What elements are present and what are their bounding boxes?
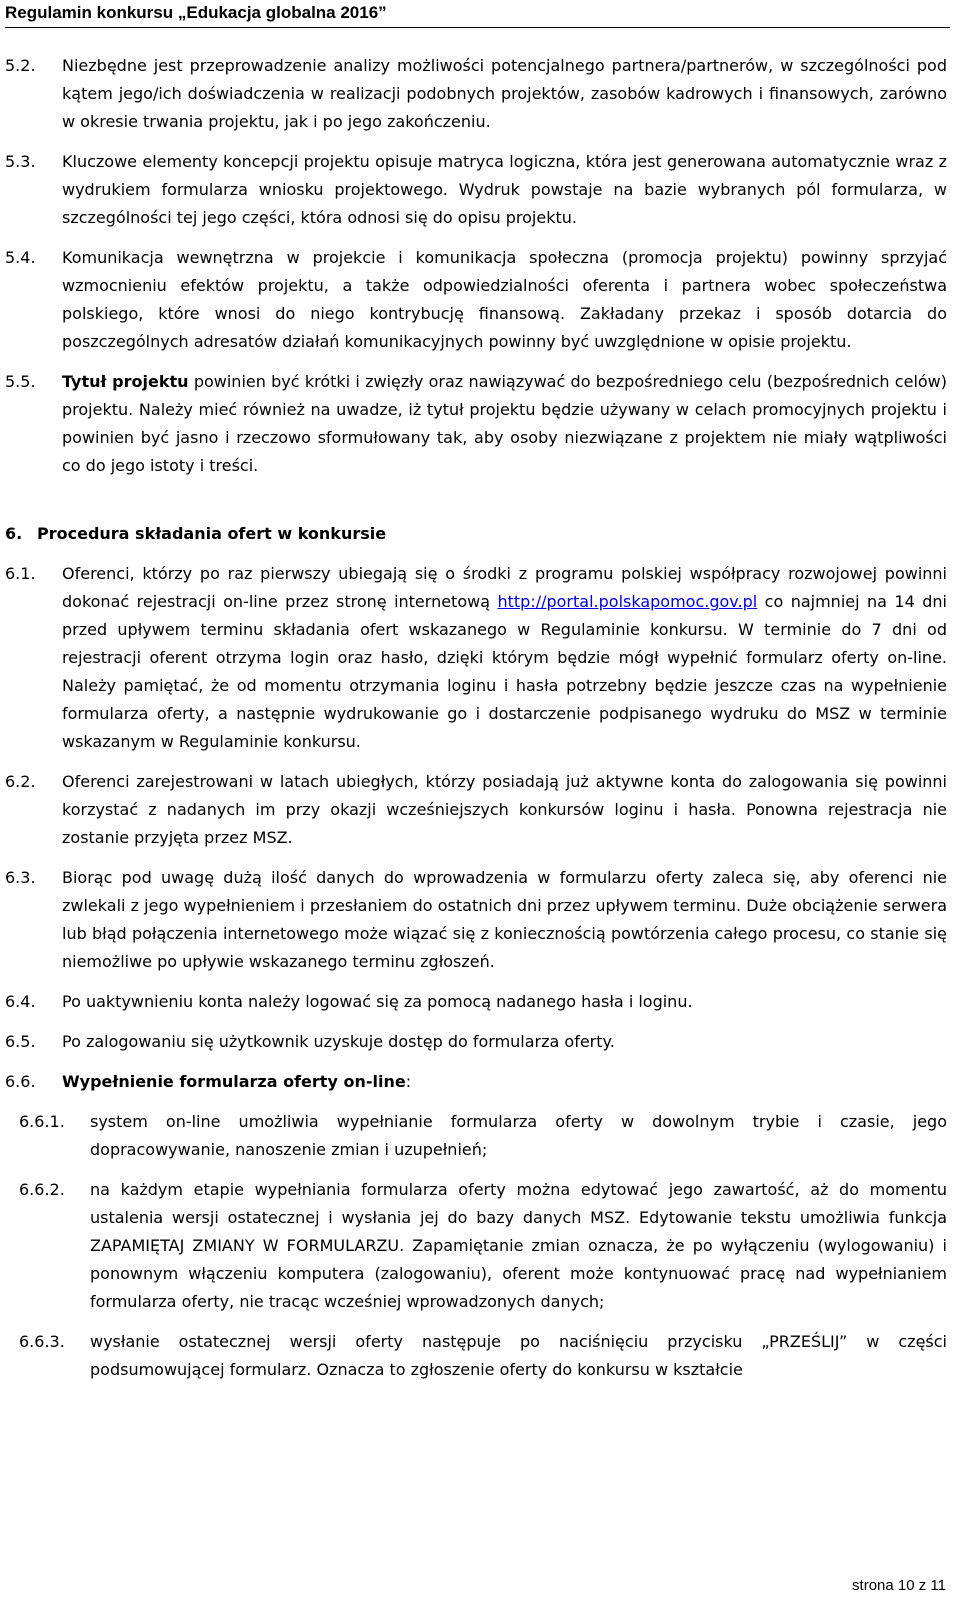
paragraph-text: system on-line umożliwia wypełnianie formularza oferty w dowolnym trybie i czasie, jego dopracowywanie, nanoszenie zmian i uzupełnień; [90,1112,947,1159]
paragraph-number: 6.6.2. [19,1180,65,1199]
paragraph-text: Oferenci zarejestrowani w latach ubiegłych, którzy posiadają już aktywne konta do zalogowania się powinni korzystać z nadanych im przy okazji wcześniejszych konkursów loginu i hasła. Ponowna rejestracja nie zostanie przyjęta przez MSZ. [62,772,947,847]
paragraph-text: Kluczowe elementy koncepcji projektu opisuje matryca logiczna, która jest generowana automatycznie wraz z wydrukiem formularza wniosku projektowego. Wydruk powstaje na bazie wybranych pól formularza, w szczególności tej jego części, która odnosi się do opisu projektu. [62,152,947,227]
paragraph-number: 5.4. [5,248,36,267]
paragraph-5-5 [5,368,947,480]
section-title: Procedura składania ofert w konkursie [37,524,387,543]
paragraph-number: 6.5. [5,1032,36,1051]
paragraph-rest: powinien być krótki i zwięzły oraz nawiązywać do bezpośredniego celu (bezpośrednich celów) projektu. Należy mieć również na uwadze, iż tytuł projektu będzie używany w celach promocyjnych projektu i powinien być jasno i rzeczowo sformułowany tak, aby osoby niezwiązane z projektem nie miały wątpliwości co do jego istoty i treści. [62,372,948,475]
paragraph-text [62,560,947,756]
paragraph-number: 5.5. [5,372,36,391]
paragraph-6-1 [5,560,947,756]
paragraph-text: Komunikacja wewnętrzna w projekcie i komunikacja społeczna (promocja projektu) powinny sprzyjać wzmocnieniu efektów projektu, a także odpowiedzialności oferenta i partnera wobec społeczeństwa polskiego, które wnosi do niego kontrybucję finansową. Zakładany przekaz i sposób dotarcia do poszczególnych adresatów działań komunikacyjnych powinny być uwzględnione w opisie projektu. [62,248,947,351]
paragraph-6-2 [5,768,947,852]
paragraph-number: 6.4. [5,992,36,1011]
paragraph-text: wysłanie ostatecznej wersji oferty następuje po naciśnięciu przycisku „PRZEŚLIJ” w części podsumowującej formularz. Oznacza to zgłoszenie oferty do konkursu w kształcie [90,1332,947,1379]
paragraph-text: Biorąc pod uwagę dużą ilość danych do wprowadzenia w formularzu oferty zaleca się, aby oferenci nie zwlekali z jego wypełnieniem i przesłaniem do ostatnich dni przez upływem terminu. Duże obciążenie serwera lub błąd połączenia internetowego może wiązać się z koniecznością powtórzenia całego procesu, co stanie się niemożliwe po upływie wskazanego terminu zgłoszeń. [62,868,947,971]
paragraph-text: na każdym etapie wypełniania formularza oferty można edytować jego zawartość, aż do momentu ustalenia wersji ostatecznej i wysłania jej do bazy danych MSZ. Edytowanie tekstu umożliwia funkcja ZAPAMIĘTAJ ZMIANY W FORMULARZU. Zapamiętanie zmian oznacza, że po wyłączeniu (wylogowaniu) i ponownym włączeniu komputera (zalogowaniu), oferent może kontynuować pracę nad wypełnianiem formularza oferty, nie tracąc wcześniej wprowadzonych danych; [90,1180,947,1311]
paragraph-bold-term: Wypełnienie formularza oferty on-line [62,1072,406,1091]
document-header [5,2,950,28]
page-number: strona 10 z 11 [852,1577,946,1594]
section-number: 6. [5,524,23,543]
paragraph-6-3 [5,864,947,976]
paragraph-rest: : [405,1072,412,1091]
paragraph-number: 5.3. [5,152,36,171]
paragraph-text [62,368,947,480]
document-body [5,52,947,1396]
paragraph-6-6 [5,1068,947,1096]
section-heading-6 [5,520,947,548]
paragraph-number: 6.6.3. [19,1332,65,1351]
paragraph-text-before: Oferenci, którzy po raz pierwszy ubiegają się o środki z programu polskiej współpracy rozwojowej powinni dokonać rejestracji on-line przez stronę internetową [62,564,947,611]
paragraph-6-4 [5,988,947,1016]
paragraph-number: 6.2. [5,772,36,791]
paragraph-number: 6.6.1. [19,1112,65,1131]
paragraph-number: 6.1. [5,564,36,583]
paragraph-number: 6.6. [5,1072,36,1091]
paragraph-6-5 [5,1028,947,1056]
paragraph-6-6-2 [5,1176,947,1316]
paragraph-number: 6.3. [5,868,36,887]
paragraph-5-2 [5,52,947,136]
paragraph-text: Po zalogowaniu się użytkownik uzyskuje dostęp do formularza oferty. [62,1032,615,1051]
portal-link[interactable]: http://portal.polskapomoc.gov.pl [497,592,758,611]
paragraph-text: Po uaktywnieniu konta należy logować się za pomocą nadanego hasła i loginu. [62,992,693,1011]
paragraph-text [62,1068,947,1096]
paragraph-6-6-3 [5,1328,947,1384]
paragraph-5-4 [5,244,947,356]
paragraph-text: Niezbędne jest przeprowadzenie analizy możliwości potencjalnego partnera/partnerów, w szczególności pod kątem jego/ich doświadczenia w realizacji podobnych projektów, zasobów kadrowych i finansowych, zarówno w okresie trwania projektu, jak i po jego zakończeniu. [62,56,947,131]
paragraph-bold-term: Tytuł projektu [62,372,189,391]
paragraph-number: 5.2. [5,56,36,75]
paragraph-5-3 [5,148,947,232]
document-title: Regulamin konkursu „Edukacja globalna 2016” [5,3,387,22]
paragraph-text-after: co najmniej na 14 dni przed upływem terminu składania ofert wskazanego w Regulaminie konkursu. W terminie do 7 dni od rejestracji oferent otrzyma login oraz hasło, dzięki którym będzie mógł wypełnić formularz oferty on-line. Należy pamiętać, że od momentu otrzymania loginu i hasła potrzebny będzie jeszcze czas na wypełnienie formularza oferty, a następnie wydrukowanie go i dostarczenie podpisanego wydruku do MSZ w terminie wskazanym w Regulaminie konkursu. [62,592,947,751]
paragraph-6-6-1 [5,1108,947,1164]
